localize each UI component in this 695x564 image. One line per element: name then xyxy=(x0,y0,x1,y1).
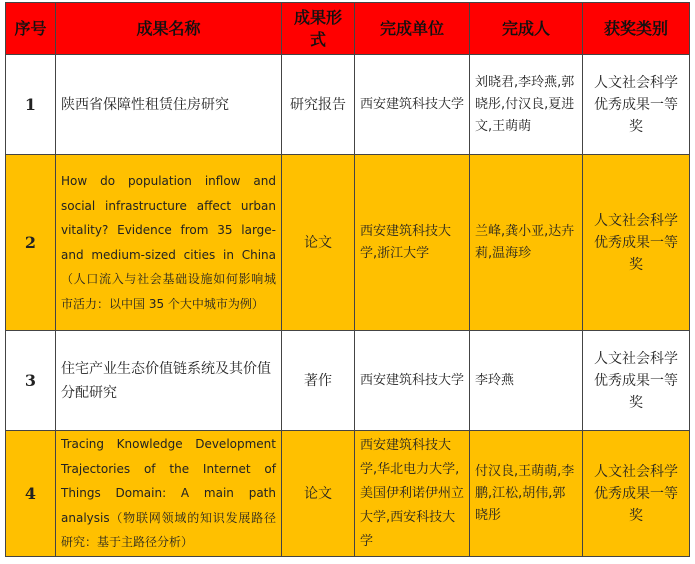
header-type: 成果形式 xyxy=(282,3,355,55)
award-category: 人文社会科学优秀成果一等奖 xyxy=(583,155,690,331)
completing-people: 兰峰,龚小亚,达卉莉,温海珍 xyxy=(470,155,583,331)
completing-unit: 西安建筑科技大学,华北电力大学,美国伊利诺伊州立大学,西安科技大学 xyxy=(355,431,470,557)
awards-table xyxy=(5,2,690,557)
header-name: 成果名称 xyxy=(56,3,282,55)
completing-people: 李玲燕 xyxy=(470,331,583,431)
achievement-type: 论文 xyxy=(282,431,355,557)
achievement-name: 陕西省保障性租赁住房研究 xyxy=(56,55,282,155)
row-index: 2 xyxy=(6,155,56,331)
achievement-type: 论文 xyxy=(282,155,355,331)
award-category: 人文社会科学优秀成果一等奖 xyxy=(583,55,690,155)
row-index: 1 xyxy=(6,55,56,155)
table-row xyxy=(6,155,690,331)
header-award: 获奖类别 xyxy=(583,3,690,55)
header-index: 序号 xyxy=(6,3,56,55)
row-index: 3 xyxy=(6,331,56,431)
completing-unit: 西安建筑科技大学 xyxy=(355,331,470,431)
achievement-name: 住宅产业生态价值链系统及其价值分配研究 xyxy=(56,331,282,431)
completing-people: 付汉良,王萌萌,李鹏,江松,胡伟,郭晓彤 xyxy=(470,431,583,557)
header-row xyxy=(6,3,690,55)
award-category: 人文社会科学优秀成果一等奖 xyxy=(583,331,690,431)
header-people: 完成人 xyxy=(470,3,583,55)
award-category: 人文社会科学优秀成果一等奖 xyxy=(583,431,690,557)
header-unit: 完成单位 xyxy=(355,3,470,55)
achievement-name: How do population inflow and social infrastructure affect urban vitality? Evidence from 35 large- and medium-sized cities in China （人口流入与社会基础设施如何影响城市活力：以中国 35 个大中城市为例） xyxy=(56,155,282,331)
table-row xyxy=(6,331,690,431)
completing-people: 刘晓君,李玲燕,郭晓彤,付汉良,夏进文,王萌萌 xyxy=(470,55,583,155)
achievement-type: 研究报告 xyxy=(282,55,355,155)
table-row xyxy=(6,55,690,155)
table-row xyxy=(6,431,690,557)
achievement-type: 著作 xyxy=(282,331,355,431)
achievement-name: Tracing Knowledge Development Trajectories of the Internet of Things Domain: A main path analysis（物联网领域的知识发展路径研究：基于主路径分析） xyxy=(56,431,282,557)
completing-unit: 西安建筑科技大学 xyxy=(355,55,470,155)
row-index: 4 xyxy=(6,431,56,557)
completing-unit: 西安建筑科技大学,浙江大学 xyxy=(355,155,470,331)
